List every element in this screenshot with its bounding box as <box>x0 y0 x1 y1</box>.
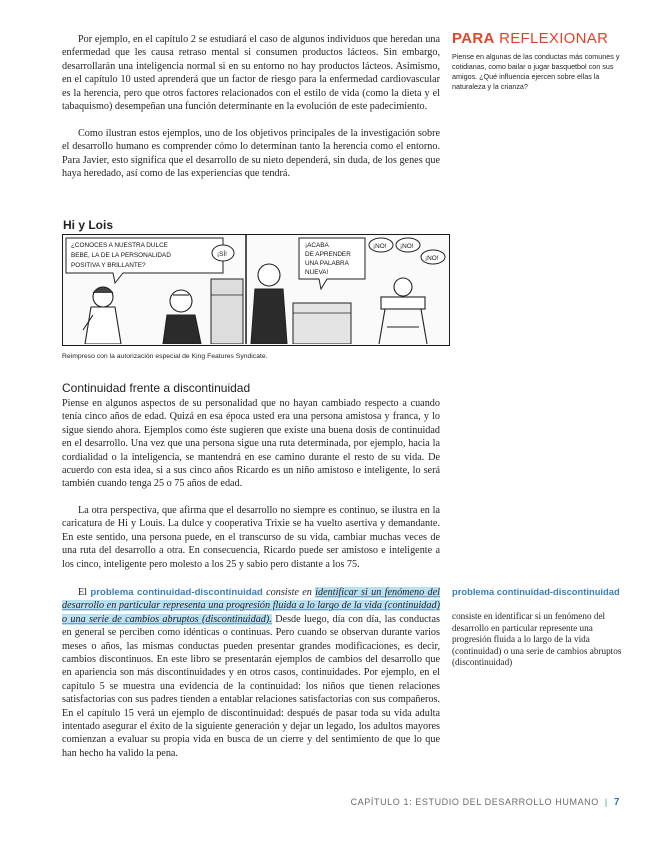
panel2-no-1: ¡NO! <box>373 243 387 250</box>
panel2-bubble-line-1: ¡ACABA <box>305 242 329 249</box>
p3-lead: El <box>78 587 88 598</box>
page-footer <box>300 797 620 808</box>
margin-glossary-term: problema continuidad-discontinuidad <box>452 586 620 597</box>
margin-glossary-definition: consiste en identificar si un fenómeno del desarrollo en particular represente una progresión fluida a lo largo de la vida (continuidad) o una serie de cambios abruptos (discontinuidad) <box>452 611 622 668</box>
footer-chapter: CAPÍTULO 1: ESTUDIO DEL DESARROLLO HUMANO <box>350 797 599 807</box>
p3-def-lead: consiste en <box>266 587 312 598</box>
intro-paragraph-1: Por ejemplo, en el capítulo 2 se estudiará el caso de algunos individuos que heredan una enfermedad que les causa retraso mental si consumen productos lácteos. Sin embargo, desarrollarán una inteligencia normal si en su entorno no hay productos lácteos. Asimismo, en el capítulo 10 usted aprenderá que un factor de riesgo para la enfermedad cardiovascular es la herencia, pero que otros factores relacionados con el estilo de vida (como la dieta y el tabaquismo) desempeñan una función determinante en la evolución de este padecimiento. <box>62 34 440 113</box>
intro-paragraph-2: Como ilustran estos ejemplos, uno de los objetivos principales de la investigación sobre el desarrollo humano es comprender cómo lo determinan tanto la herencia como el entorno. Para Javier, esto significa que el desarrollo de su nieto dependerá, sin duda, de los genes que haya heredado, así como de las experiencias que tendrá. <box>62 128 440 180</box>
comic-title: Hi y Lois <box>63 218 114 232</box>
sidebar-title-bold: PARA <box>452 30 495 47</box>
highlighted-definition: identificar si un fenómeno del desarrollo en particular representa una progresión fluida a lo largo de la vida (continuidad) o una serie de cambios abruptos (discontinuidad). <box>62 587 440 625</box>
panel1-reply: ¡SÍ! <box>217 251 227 258</box>
sidebar-title <box>452 30 608 47</box>
comic-illustration <box>63 235 448 344</box>
panel1-bubble-line-1: ¿CONOCES A NUESTRA DULCE <box>71 242 168 249</box>
panel2-man-figure <box>251 264 287 344</box>
footer-separator: | <box>604 797 608 807</box>
panel2-no-3: ¡NO! <box>425 255 439 262</box>
comic-strip <box>62 234 450 346</box>
panel2-bubble-line-2: DE APRENDER <box>305 251 351 258</box>
sidebar-title-rest: REFLEXIONAR <box>499 30 609 47</box>
panel1-door <box>211 279 243 344</box>
section-paragraph-1: Piense en algunos aspectos de su personalidad que no hayan cambiado respecto a cuando tenía cinco años de edad. Quizá en esa época usted era una persona amistosa y franca, y lo sigue siendo ahora. Ejemplos como éste sugieren que existe una buena dosis de continuidad en el desarrollo. Una vez que una persona sigue una ruta determinada, por ejemplo, hacia la cordialidad o la inteligencia, se mantendrá en ese camino durante el resto de su vida. De acuerdo con esta idea, si a sus cinco años Ricardo es un niño amistoso e inteligente, lo será también cuando tenga 25 o 75 años de edad. <box>62 398 440 490</box>
panel1-bubble-line-3: POSITIVA Y BRILLANTE? <box>71 262 146 269</box>
comic-caption: Reimpreso con la autorización especial de King Features Syndicate. <box>62 353 268 360</box>
sidebar-text: Piense en algunas de las conductas más comunes y cotidianas, como bailar o jugar basquetbol con sus amigos. ¿Qué influencia ejercen sobre ellas la naturaleza y la crianza? <box>452 52 620 91</box>
panel2-kitchen-counter <box>293 303 351 344</box>
key-term: problema continuidad-discontinuidad <box>90 587 263 598</box>
panel2-baby-highchair <box>379 278 427 344</box>
panel2-bubble-line-4: NUEVA! <box>305 269 329 276</box>
section-paragraph-3 <box>62 586 440 760</box>
panel1-man-figure <box>163 290 201 344</box>
panel2-no-2: ¡NO! <box>400 243 414 250</box>
section-paragraph-2: La otra perspectiva, que afirma que el desarrollo no siempre es continuo, se ilustra en la caricatura de Hi y Louis. La dulce y cooperativa Trixie se ha vuelto asertiva y demandante. En este sentido, una persona puede, en el transcurso de su vida, cambiar muchas veces de una ruta del desarrollo a otra. En consecuencia, Ricardo puede ser amistoso e inteligente a los cinco, inteligente pero molesto a los 25 y sabio pero distante a los 75. <box>62 505 440 570</box>
panel2-bubble-line-3: UNA PALABRA <box>305 260 349 267</box>
section-heading: Continuidad frente a discontinuidad <box>62 381 251 395</box>
panel1-woman-figure <box>83 287 121 344</box>
panel1-bubble-line-2: BEBE, LA DE LA PERSONALIDAD <box>71 252 171 259</box>
p3-rest: Desde luego, día con día, las conductas en general se perciben como idénticas o continuas. Pero cuando se observan durante varios meses o años, las mismas conductas pueden presentar grandes modificaciones, es decir, cambios discontinuos. En este libro se presentarán ejemplos de cambios del desarrollo que en apariencia son más discontinuidades y en otros casos, continuidades. Por ejemplo, en el capítulo 5 se muestra una evidencia de la continuidad: los niños que tienen relaciones satisfactorias con sus padres tienden a entablar relaciones satisfactorias con sus compañeros. En el capítulo 15 verá un ejemplo de discontinuidad: después de pasar toda su vida adulta intentado asegurar el éxito de la siguiente generación y dejar un legado, los adultos mayores comienzan a evaluar su propia vida en busca de un cierre y del sentimiento de que lo que han hecho ha valido la pena. <box>62 613 441 759</box>
page-number: 7 <box>613 797 620 808</box>
